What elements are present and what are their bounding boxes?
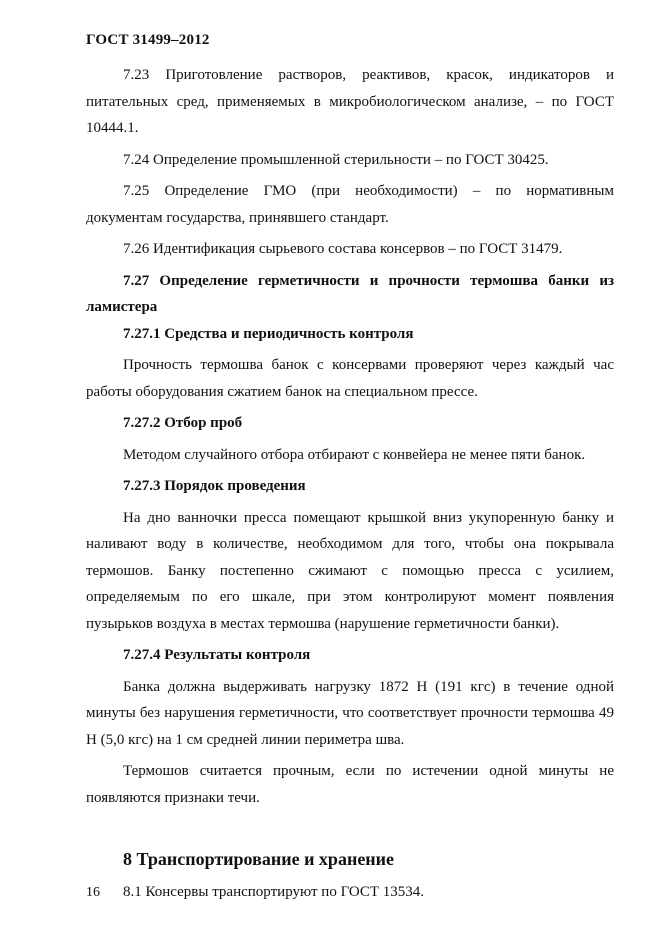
heading-7-27-2: 7.27.2 Отбор проб <box>123 415 243 431</box>
heading-7-27-3: 7.27.3 Порядок проведения <box>123 478 306 494</box>
heading-7-27-4: 7.27.4 Результаты контроля <box>123 647 311 663</box>
paragraph-7-27-2: Методом случайного отбора отбирают с конвейера не менее пяти банок. <box>123 446 586 463</box>
heading-7-27-1: 7.27.1 Средства и периодичность контроля <box>123 325 414 342</box>
heading-section-8: 8 Транспортирование и хранение <box>123 849 395 869</box>
paragraph-7-23: 7.23 Приготовление растворов, реактивов, красок, индикаторов и питательных сред, применяемых в микробиологическом анализе, – по ГОСТ 10444.1. <box>86 67 614 136</box>
document-body <box>86 62 614 906</box>
page-number: 16 <box>86 885 100 900</box>
paragraph-7-25: 7.25 Определение ГМО (при необходимости) – по нормативным документам государства, принявшего стандарт. <box>86 183 614 226</box>
heading-7-27: 7.27 Определение герметичности и прочности термошва банки из ламистера <box>86 272 614 315</box>
paragraph-7-26: 7.26 Идентификация сырьевого состава консервов – по ГОСТ 31479. <box>123 241 563 257</box>
section-spacer <box>86 811 614 845</box>
document-header: ГОСТ 31499–2012 <box>86 32 210 48</box>
paragraph-7-27-4-b: Термошов считается прочным, если по истечении одной минуты не появляются признаки течи. <box>86 763 614 806</box>
paragraph-7-27-1: Прочность термошва банок с консервами проверяют через каждый час работы оборудования сжатием банок на специальном прессе. <box>86 357 614 400</box>
paragraph-7-24: 7.24 Определение промышленной стерильности – по ГОСТ 30425. <box>123 151 549 168</box>
paragraph-7-27-3: На дно ванночки пресса помещают крышкой вниз укупоренную банку и наливают воду в количестве, необходимом для того, чтобы она покрывала термошов. Банку постепенно сжимают с помощью пресса с усилием, определяемым по его шкале, при этом контролируют момент появления пузырьков воздуха в местах термошва (нарушение герметичности банки). <box>86 509 614 632</box>
paragraph-8-1: 8.1 Консервы транспортируют по ГОСТ 13534. <box>123 884 425 900</box>
paragraph-7-27-4-a: Банка должна выдерживать нагрузку 1872 Н (191 кгс) в течение одной минуты без нарушения герметичности, что соответствует прочности термошва 49 Н (5,0 кгс) на 1 см средней линии периметра шва. <box>86 678 614 748</box>
